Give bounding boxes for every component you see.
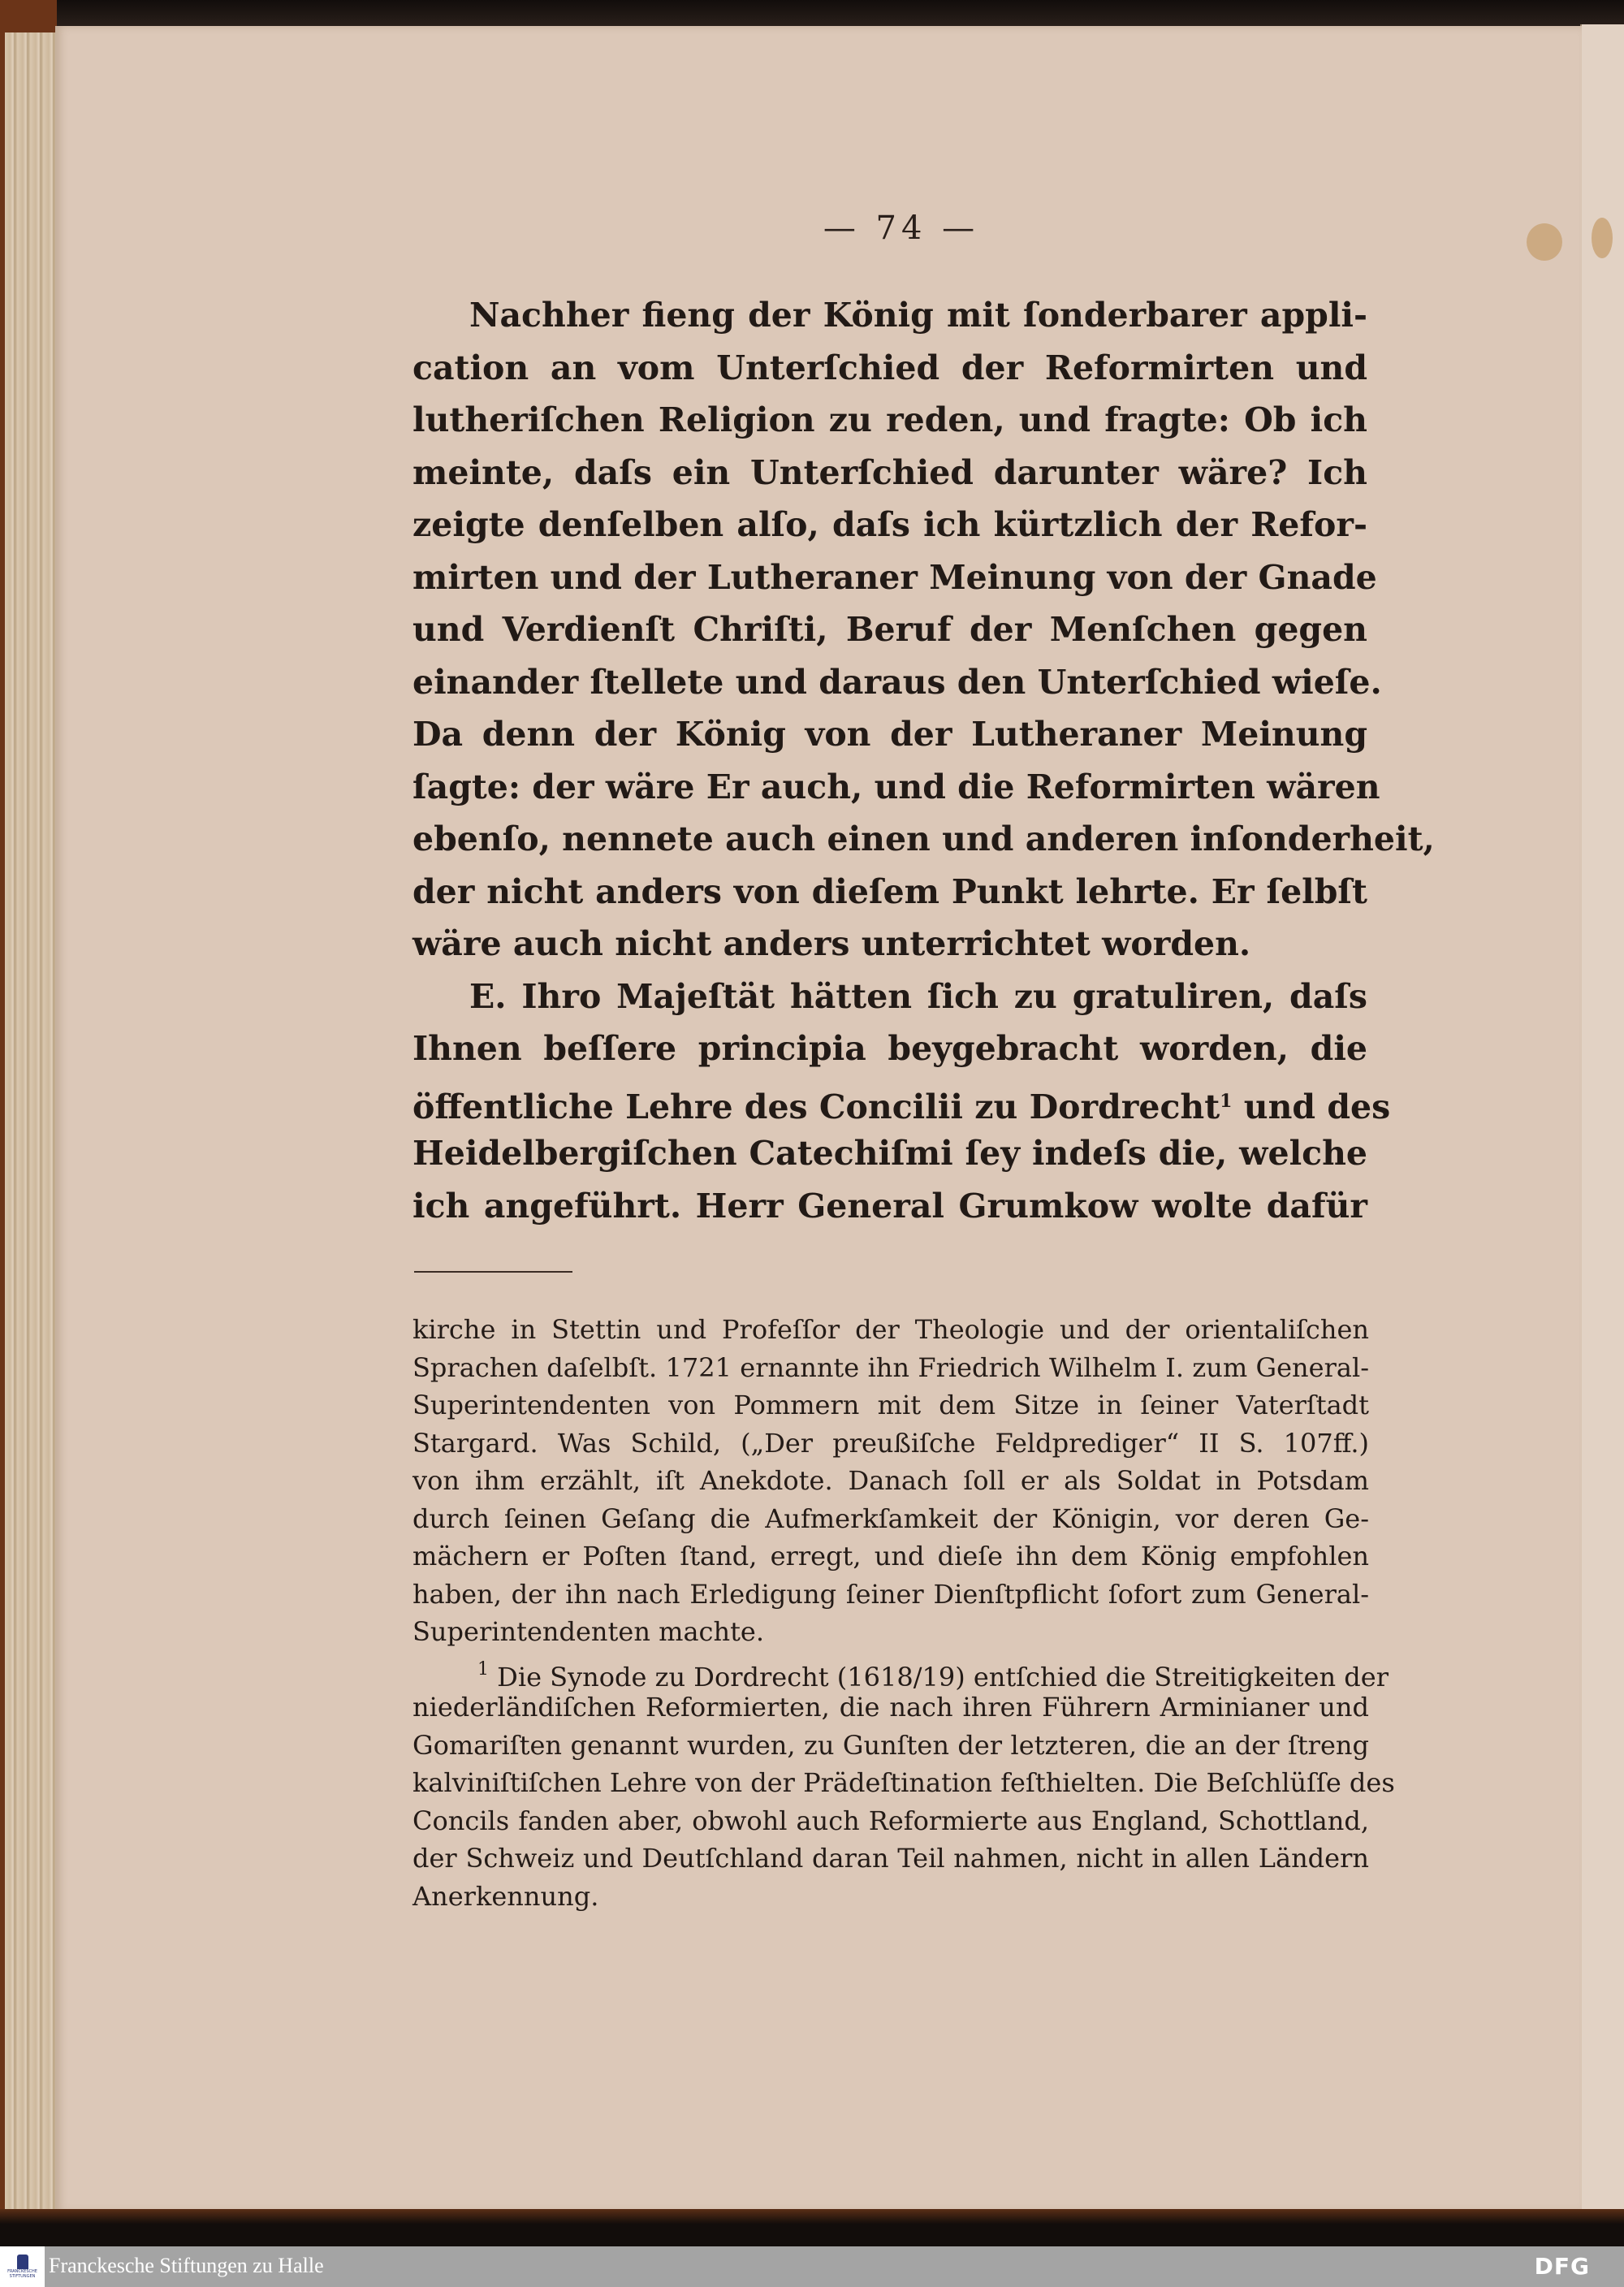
footnote-line: Stargard. Was Schild, („Der preußiſche Feldprediger“ II S. 107ff.): [412, 1427, 1369, 1459]
paper-stain: [1592, 218, 1613, 258]
main-text-block: [412, 289, 1435, 1232]
footnote-line: Gomariſten genannt wurden, zu Gunſten der letzteren, die an der ſtreng: [412, 1729, 1369, 1761]
text-line: einander ſtellete und daraus den Unterſchied wieſe.: [412, 662, 1382, 702]
footnote-text: Die Synode zu Dordrecht (1618/19) entſchied die Streitigkeiten der: [497, 1661, 1389, 1693]
text-line-with-footnote: [412, 1075, 1391, 1128]
text-line: und Verdienſt Chriſti, Beruf der Menſchen gegen: [412, 610, 1367, 649]
logo-text: FRANCKESCHE STIFTUNGEN: [7, 2269, 37, 2279]
page-number: — 74 —: [823, 210, 980, 247]
text-line: ich angeführt. Herr General Grumkow wolte dafür: [412, 1186, 1367, 1226]
text-line: meinte, daſs ein Unterſchied darunter wäre? Ich: [412, 452, 1367, 492]
logo-figure-icon: [17, 2255, 28, 2269]
footnote-line: der Schweiz und Deutſchland daran Teil nahmen, nicht in allen Ländern: [412, 1843, 1369, 1874]
text-line: Nachher fieng der König mit ſonderbarer appli-: [469, 296, 1367, 335]
text-line: wäre auch nicht anders unterrichtet worden.: [412, 924, 1251, 963]
page-edges-left: [0, 32, 62, 2213]
book-cover-bottom: [0, 2209, 1624, 2246]
text-line: Heidelbergiſchen Catechiſmi ſey indeſs die, welche: [412, 1134, 1367, 1173]
footer-bar: [0, 2246, 1624, 2287]
paper-stain: [1527, 223, 1562, 261]
text-line: cation an vom Unterſchied der Reformirten und: [412, 348, 1367, 387]
footnote-line: niederländiſchen Reformierten, die nach ihren Führern Arminianer und: [412, 1692, 1369, 1723]
footnote-marker: 1: [477, 1658, 489, 1680]
footnote-line: mächern er Poſten ſtand, erregt, und dieſe ihn dem König empfohlen: [412, 1541, 1369, 1572]
next-page-edge: [1580, 24, 1624, 2209]
text-line: E. Ihro Majeſtät hätten ſich zu gratuliren, daſs: [469, 976, 1367, 1016]
text-fragment: und des: [1232, 1087, 1391, 1126]
footnote-line: von ihm erzählt, iſt Anekdote. Danach ſoll er als Soldat in Potsdam: [412, 1465, 1369, 1496]
text-line: der nicht anders von dieſem Punkt lehrte. Er ſelbſt: [412, 871, 1367, 911]
book-cover-top: [0, 0, 1624, 28]
footnote-1: [412, 1651, 1389, 1693]
institution-name: Franckesche Stiftungen zu Halle: [49, 2254, 324, 2277]
text-line: Da denn der König von der Lutheraner Meinung: [412, 715, 1367, 754]
footnote-line: kalviniſtiſchen Lehre von der Prädeſtination feſthielten. Die Beſchlüſſe des: [412, 1767, 1395, 1798]
footnote-line: haben, der ihn nach Erledigung ſeiner Dienſtpflicht ſofort zum General-: [412, 1578, 1369, 1610]
text-line: zeigte denſelben alſo, daſs ich kürtzlich der Refor-: [412, 505, 1367, 544]
text-line: ſagte: der wäre Er auch, und die Reformirten wären: [412, 767, 1380, 806]
footnote-line: Superintendenten von Pommern mit dem Sitze in ſeiner Vaterſtadt: [412, 1390, 1369, 1420]
text-line: Ihnen beſſere principia beygebracht worden, die: [412, 1029, 1367, 1068]
dfg-logo[interactable]: DFG: [1534, 2253, 1590, 2280]
text-line: lutheriſchen Religion zu reden, und fragte: Ob ich: [412, 400, 1367, 439]
footnote-line: Concils fanden aber, obwohl auch Reformierte aus England, Schottland,: [412, 1805, 1369, 1836]
footnote-divider: [414, 1271, 572, 1273]
franckesche-logo[interactable]: [0, 2246, 45, 2287]
footnote-reference[interactable]: 1: [1220, 1090, 1233, 1112]
footnote-line: Superintendenten machte.: [412, 1616, 765, 1647]
text-fragment: öffentliche Lehre des Concilii zu Dordrecht: [412, 1087, 1220, 1126]
footnote-line: Sprachen daſelbſt. 1721 ernannte ihn Friedrich Wilhelm I. zum General-: [412, 1351, 1369, 1383]
text-line: mirten und der Lutheraner Meinung von der Gnade: [412, 557, 1377, 597]
footnote-line: durch ſeinen Geſang die Aufmerkſamkeit der Königin, vor deren Ge-: [412, 1502, 1369, 1534]
footnote-line: kirche in Stettin und Profeſſor der Theologie und der orientaliſchen: [412, 1314, 1369, 1345]
text-line: ebenſo, nennete auch einen und anderen inſonderheit,: [412, 819, 1435, 858]
footnotes-block: [412, 1311, 1395, 1915]
footnote-line: Anerkennung.: [412, 1880, 599, 1912]
